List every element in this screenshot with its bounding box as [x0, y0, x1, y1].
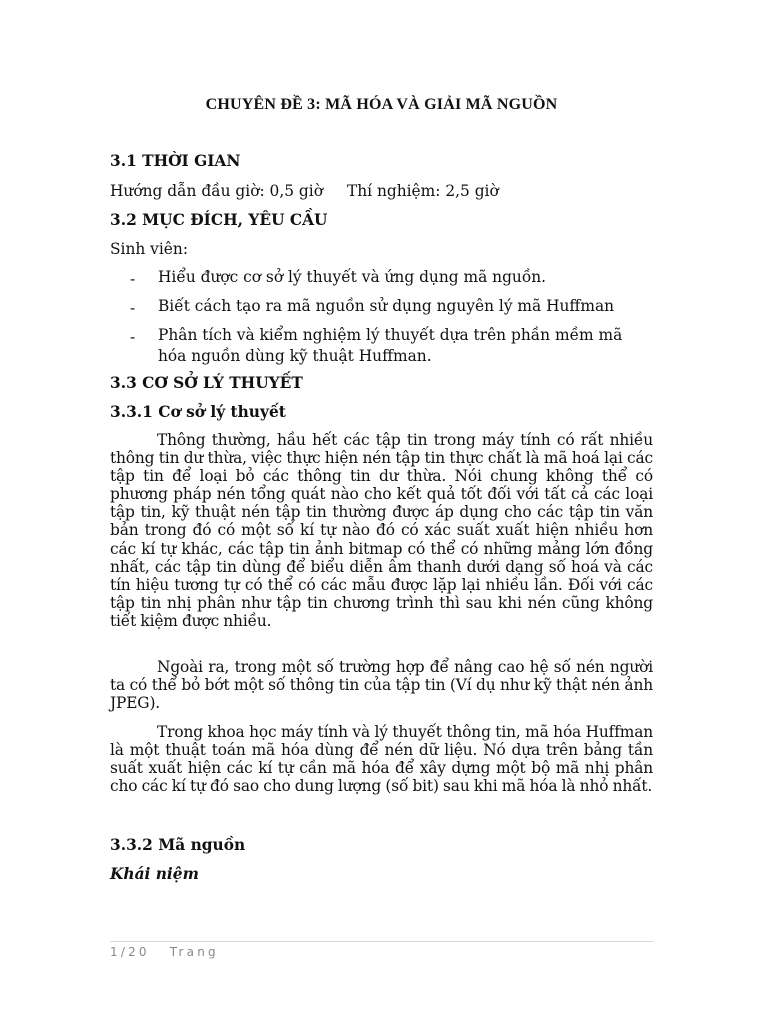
theory-paragraph-2: Ngoài ra, trong một số trường hợp để nâng cao hệ số nén người ta có thể bỏ bớt một số thông tin của tập tin (Ví dụ như kỹ thật nén ảnh JPEG). — [110, 658, 653, 713]
section-3-3-2-heading: 3.3.2 Mã nguồn — [110, 836, 246, 854]
bullet-mark: - — [130, 299, 136, 317]
section-3-3-1-heading: 3.3.1 Cơ sở lý thuyết — [110, 403, 286, 421]
lab-time: Thí nghiệm: 2,5 giờ — [346, 182, 499, 200]
document-title: CHUYÊN ĐỀ 3: MÃ HÓA VÀ GIẢI MÃ NGUỒN — [205, 96, 558, 113]
footer-divider — [110, 941, 653, 942]
time-line — [110, 182, 499, 200]
objective-item: Biết cách tạo ra mã nguồn sử dụng nguyên lý mã Huffman — [158, 297, 615, 315]
theory-paragraph-1: Thông thường, hầu hết các tập tin trong máy tính có rất nhiều thông tin dư thừa, việc thực hiện nén tập tin thực chất là mã hoá lại các tập tin để loại bỏ các thông tin dư thừa. Nói chung không thể có phương pháp nén tổng quát nào cho kết quả tốt đối với tất cả các loại tập tin, kỹ thuật nén tập tin thường được áp dụng cho các tập tin văn bản trong đó có một số kí tự nào đó có xác suất xuất hiện nhiều hơn các kí tự khác, các tập tin ảnh bitmap có thể có những mảng lớn đồng nhất, các tập tin dùng để biểu diễn âm thanh dưới dạng số hoá và các tín hiệu tương tự có thể có các mẫu được lặp lại nhiều lần. Đối với các tập tin nhị phân như tập tin chương trình thì sau khi nén cũng không tiết kiệm được nhiều. — [110, 431, 653, 630]
section-3-3-heading: 3.3 CƠ SỞ LÝ THUYẾT — [110, 374, 303, 392]
objective-item: Phân tích và kiểm nghiệm lý thuyết dựa trên phần mềm mã hóa nguồn dùng kỹ thuật Huffman. — [158, 326, 623, 365]
concept-heading: Khái niệm — [110, 865, 199, 883]
section-3-1-heading: 3.1 THỜI GIAN — [110, 152, 241, 170]
bullet-mark: - — [130, 328, 136, 346]
objective-item: Hiểu được cơ sở lý thuyết và ứng dụng mã nguồn. — [158, 268, 547, 286]
page-footer — [110, 945, 219, 959]
page-number: 1/20 — [110, 945, 150, 959]
bullet-mark: - — [130, 270, 136, 288]
page-label: Trang — [169, 945, 219, 959]
theory-paragraph-3: Trong khoa học máy tính và lý thuyết thông tin, mã hóa Huffman là một thuật toán mã hóa dùng để nén dữ liệu. Nó dựa trên bảng tần suất xuất hiện các kí tự cần mã hóa để xây dựng một bộ mã nhị phân cho các kí tự đó sao cho dung lượng (số bit) sau khi mã hóa là nhỏ nhất. — [110, 723, 653, 796]
students-lead: Sinh viên: — [110, 240, 189, 258]
section-3-2-heading: 3.2 MỤC ĐÍCH, YÊU CẦU — [110, 211, 328, 229]
intro-time: Hướng dẫn đầu giờ: 0,5 giờ — [110, 182, 323, 200]
